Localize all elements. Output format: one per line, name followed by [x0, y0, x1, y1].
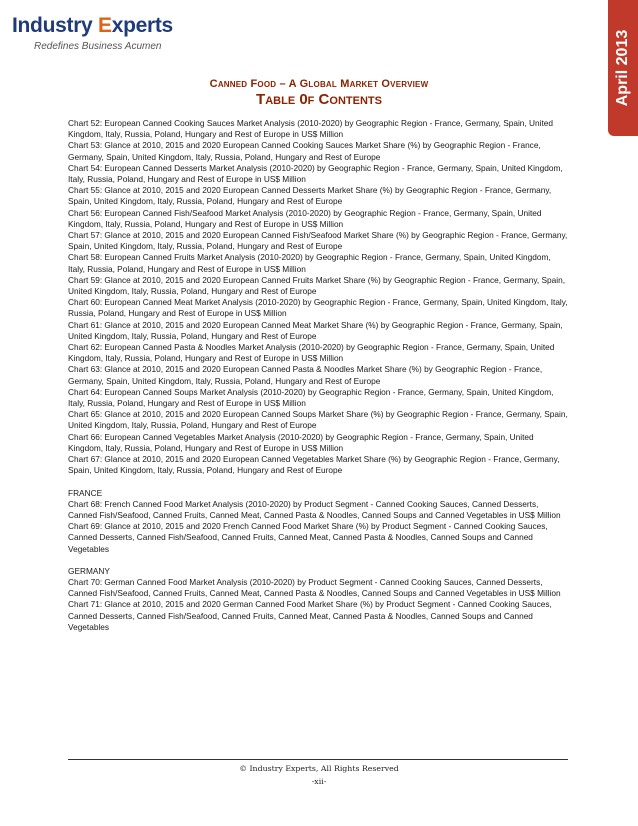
date-tab — [608, 0, 638, 136]
toc-section-title: GERMANY — [68, 565, 110, 576]
toc-heading: Table 0f Contents — [256, 91, 382, 108]
toc-entry: Chart 66: European Canned Vegetables Market Analysis (2010-2020) by Geographic Region - France, Germany, Spain, United Kingdom, Italy, Russia, Poland, Hungary and Rest of Europe in US$ Million — [68, 431, 534, 453]
logo-wordmark — [12, 14, 173, 38]
toc-entry: Chart 55: Glance at 2010, 2015 and 2020 European Canned Desserts Market Share (%) by Geographic Region - France, Germany, Spain, United Kingdom, Italy, Russia, Poland, Hungary and Rest of Europe — [68, 185, 552, 207]
company-logo — [12, 14, 182, 60]
toc-entry: Chart 65: Glance at 2010, 2015 and 2020 European Canned Soups Market Share (%) by Geographic Region - France, Germany, Spain, United Kingdom, Italy, Russia, Poland, Hungary and Rest of Europe — [68, 409, 568, 431]
logo-text-b: xperts — [111, 14, 173, 37]
toc-entry: Chart 64: European Canned Soups Market Analysis (2010-2020) by Geographic Region - France, Germany, Spain, United Kingdom, Italy, Russia, Poland, Hungary and Rest of Europe in US$ Million — [68, 386, 554, 409]
document-title: Canned Food – A Global Market Overview — [209, 78, 429, 90]
toc-content — [68, 118, 568, 633]
toc-entry: Chart 53: Glance at 2010, 2015 and 2020 European Canned Cooking Sauces Market Share (%) by Geographic Region - France, Germany, Spain, United Kingdom, Italy, Russia, Poland, Hungary and Rest of Europe — [68, 140, 541, 162]
logo-tagline: Redefines Business Acumen — [34, 41, 162, 52]
toc-entry-list — [68, 118, 568, 477]
toc-section-title: FRANCE — [68, 487, 103, 498]
toc-entry: Chart 59: Glance at 2010, 2015 and 2020 European Canned Fruits Market Share (%) by Geographic Region - France, Germany, Spain, United Kingdom, Italy, Russia, Poland, Hungary and Rest of Europe — [68, 274, 566, 297]
toc-entry: Chart 70: German Canned Food Market Analysis (2010-2020) by Product Segment - Canned Cooking Sauces, Canned Desserts, Canned Fish/Seafood, Canned Fruits, Canned Meat, Canned Pasta & Noodles, Canned Soups and Canned Vegetables in US$ Million — [68, 576, 561, 599]
toc-entry: Chart 63: Glance at 2010, 2015 and 2020 European Canned Pasta & Noodles Market Share (%) by Geographic Region - France, Germany, Spain, United Kingdom, Italy, Russia, Poland, Hungary and Rest of Europe — [68, 364, 543, 386]
toc-entry: Chart 71: Glance at 2010, 2015 and 2020 German Canned Food Market Share (%) by Product Segment - Canned Cooking Sauces, Canned Desserts, Canned Fish/Seafood, Canned Fruits, Canned Meat, Canned Pasta & Noodles, Canned Soups and Canned Vegetables — [68, 599, 552, 632]
footer-page-number: -xii- — [311, 777, 327, 786]
toc-entry: Chart 62: European Canned Pasta & Noodles Market Analysis (2010-2020) by Geographic Region - France, Germany, Spain, United Kingdom, Italy, Russia, Poland, Hungary and Rest of Europe in US$ Million — [68, 342, 555, 364]
toc-section — [68, 488, 568, 555]
toc-entry: Chart 60: European Canned Meat Market Analysis (2010-2020) by Geographic Region - France, Germany, Spain, United Kingdom, Italy, Russia, Poland, Hungary and Rest of Europe in US$ Million — [68, 297, 568, 319]
date-tab-label: April 2013 — [614, 29, 631, 107]
footer-divider — [68, 759, 568, 760]
toc-entry: Chart 67: Glance at 2010, 2015 and 2020 European Canned Vegetables Market Share (%) by Geographic Region - France, Germany, Spain, United Kingdom, Italy, Russia, Poland, Hungary and Rest of Europe — [68, 454, 560, 476]
toc-section — [68, 566, 568, 633]
toc-entry: Chart 57: Glance at 2010, 2015 and 2020 European Canned Fish/Seafood Market Share (%) by Geographic Region - France, Germany, Spain, United Kingdom, Italy, Russia, Poland, Hungary and Rest of Europe — [68, 230, 568, 252]
toc-entry: Chart 56: European Canned Fish/Seafood Market Analysis (2010-2020) by Geographic Region - France, Germany, Spain, United Kingdom, Italy, Russia, Poland, Hungary and Rest of Europe in US$ Million — [68, 207, 542, 229]
toc-entry: Chart 52: European Canned Cooking Sauces Market Analysis (2010-2020) by Geographic Region - France, Germany, Spain, United Kingdom, Italy, Russia, Poland, Hungary and Rest of Europe in US$ Million — [68, 118, 554, 140]
toc-entry: Chart 61: Glance at 2010, 2015 and 2020 European Canned Meat Market Share (%) by Geographic Region - France, Germany, Spain, United Kingdom, Italy, Russia, Poland, Hungary and Rest of Europe — [68, 319, 563, 341]
toc-entry: Chart 54: European Canned Desserts Market Analysis (2010-2020) by Geographic Region - France, Germany, Spain, United Kingdom, Italy, Russia, Poland, Hungary and Rest of Europe in US$ Million — [68, 162, 563, 185]
toc-section-list — [68, 488, 568, 633]
toc-entry: Chart 68: French Canned Food Market Analysis (2010-2020) by Product Segment - Canned Cooking Sauces, Canned Desserts, Canned Fish/Seafood, Canned Fruits, Canned Meat, Canned Pasta & Noodles, Canned Soups and Canned Vegetables in US$ Million — [68, 498, 561, 520]
logo-text-a: Industry — [12, 14, 98, 37]
toc-entry: Chart 69: Glance at 2010, 2015 and 2020 French Canned Food Market Share (%) by Product Segment - Canned Cooking Sauces, Canned Desserts, Canned Fish/Seafood, Canned Fruits, Canned Meat, Canned Pasta & Noodles, Canned Soups and Canned Vegetables — [68, 521, 548, 554]
toc-entry: Chart 58: European Canned Fruits Market Analysis (2010-2020) by Geographic Region - France, Germany, Spain, United Kingdom, Italy, Russia, Poland, Hungary and Rest of Europe in US$ Million — [68, 252, 551, 274]
logo-text-x: E — [97, 14, 112, 37]
footer-copyright: © Industry Experts, All Rights Reserved — [239, 764, 399, 773]
